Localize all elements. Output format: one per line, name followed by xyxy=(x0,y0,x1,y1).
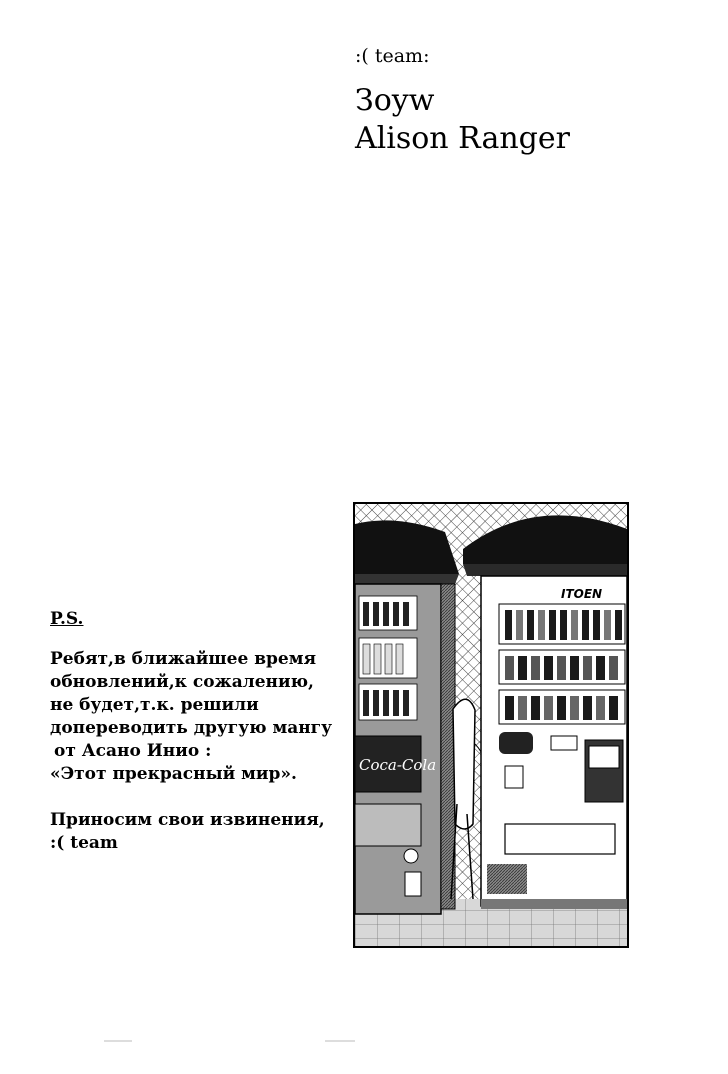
scan-artifact xyxy=(104,1040,132,1042)
ps-heading: P.S. xyxy=(50,609,84,629)
sign-text: ITOEN xyxy=(561,587,603,601)
closing-line: :( team xyxy=(50,833,118,853)
note-line: Ребят,в ближайшее время xyxy=(50,649,317,669)
vending-machines-illustration xyxy=(353,502,629,948)
credit-name-2: Alison Ranger xyxy=(355,121,570,156)
team-label: :( team: xyxy=(355,45,430,67)
credit-name-1: Зoyw xyxy=(355,83,435,118)
note-line: «Этот прекрасный мир». xyxy=(50,764,297,784)
note-line: обновлений,к сожалению, xyxy=(50,672,314,692)
closing-line: Приносим свои извинения, xyxy=(50,810,325,830)
note-line: не будет,т.к. решили xyxy=(50,695,259,715)
credits-block xyxy=(355,44,570,158)
scan-artifact xyxy=(325,1040,355,1042)
note-line: допереводить другую мангу xyxy=(50,718,332,738)
note-line: от Асано Инио : xyxy=(54,741,212,761)
logo-text: Coca-Cola xyxy=(359,756,437,774)
ps-note xyxy=(50,608,340,855)
